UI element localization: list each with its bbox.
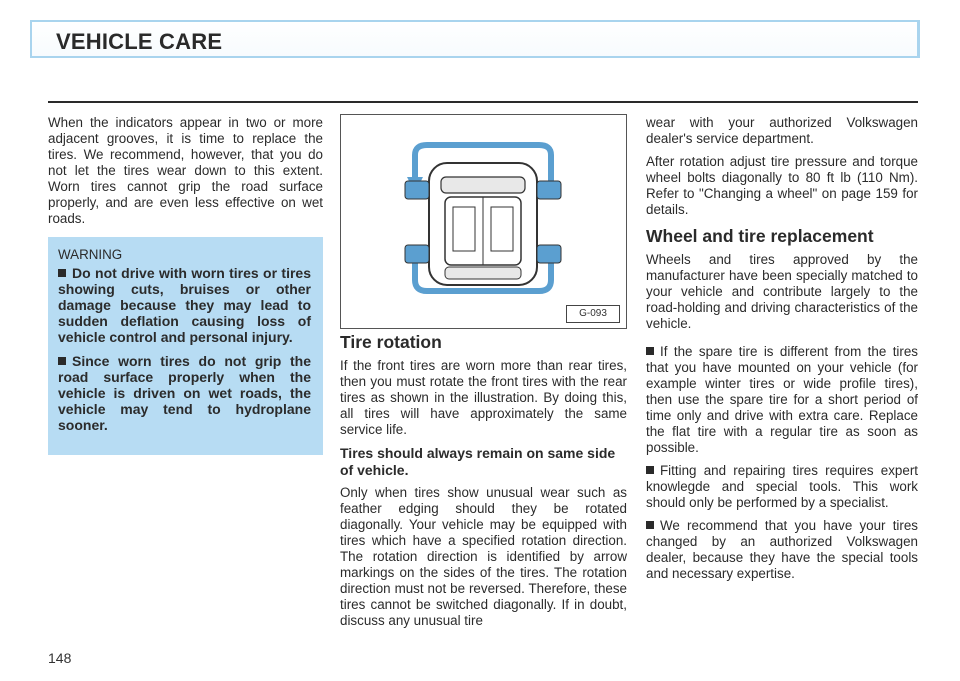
- car-top-view-icon: [341, 115, 626, 328]
- list-item: If the spare tire is different from the tires that you have mounted on your vehicle (for example winter tires or wide profile tires), then use the spare tire for a short period of time only and drive with extra care. Replace the flat tire with a regular tire as soon as possible.: [646, 344, 918, 455]
- bullet-square-icon: [646, 521, 654, 529]
- diagonal-rotation-paragraph: Only when tires show unusual wear such as feather edging should they be rotated diagonally. Your vehicle may be equipped with tires which have a specified rotation direction. The rotation direction is identified by arrow markings on the sides of the tires. The rotation direction must not be reversed. Therefore, these tires cannot be switched diagonally. If in doubt, discuss any unusual tire: [340, 485, 627, 628]
- intro-paragraph: When the indicators appear in two or more adjacent grooves, it is time to replace the tires. We recommend, however, that you do not let the tires wear down to this extent. Worn tires cannot grip the road surface properly, and are even less effective on wet roads.: [48, 115, 323, 226]
- replacement-heading: Wheel and tire replacement: [646, 226, 874, 246]
- header-rule: [48, 101, 918, 103]
- warning-title: WARNING: [58, 247, 123, 262]
- section-title: VEHICLE CARE: [56, 29, 223, 54]
- list-item: We recommend that you have your tires changed by an authorized Volkswagen dealer, because they have the special tools and necessary expertise.: [646, 518, 918, 581]
- bullet-square-icon: [58, 269, 66, 277]
- figure-code: G-093: [566, 305, 620, 323]
- right-column: [646, 115, 918, 589]
- middle-column: [340, 334, 627, 636]
- approved-tires-paragraph: Wheels and tires approved by the manufacturer have been specially matched to your vehicle and contribute largely to the road-holding and driving characteristics of the vehicle.: [646, 252, 918, 331]
- tire-rotation-illustration: [340, 114, 627, 329]
- page-number: 148: [48, 650, 72, 666]
- section-header: [30, 20, 920, 58]
- left-column: [48, 115, 323, 455]
- same-side-subheading: Tires should always remain on same side of vehicle.: [340, 445, 616, 478]
- warning-box: [48, 237, 323, 455]
- warning-item: Since worn tires do not grip the road surface properly when the vehicle is driven on wet roads, the vehicle may tend to hydroplane sooner.: [58, 353, 311, 433]
- bullet-square-icon: [646, 347, 654, 355]
- warning-item: Do not drive with worn tires or tires showing cuts, bruises or other damage because they may lead to sudden deflation causing loss of vehicle control and personal injury.: [58, 265, 311, 345]
- tire-rotation-heading: Tire rotation: [340, 332, 442, 352]
- bullet-square-icon: [58, 357, 66, 365]
- list-item: Fitting and repairing tires requires expert knowlegde and special tools. This work should only be performed by a specialist.: [646, 463, 918, 510]
- rotation-paragraph: If the front tires are worn more than rear tires, then you must rotate the front tires with the rear tires as shown in the illustration. By doing this, all tires will have approximately the same service life.: [340, 358, 627, 437]
- torque-paragraph: After rotation adjust tire pressure and torque wheel bolts diagonally to 80 ft lb (110 Nm). Refer to "Changing a wheel" on page 159 for details.: [646, 154, 918, 217]
- dealer-paragraph: wear with your authorized Volkswagen dealer's service department.: [646, 115, 918, 146]
- bullet-square-icon: [646, 466, 654, 474]
